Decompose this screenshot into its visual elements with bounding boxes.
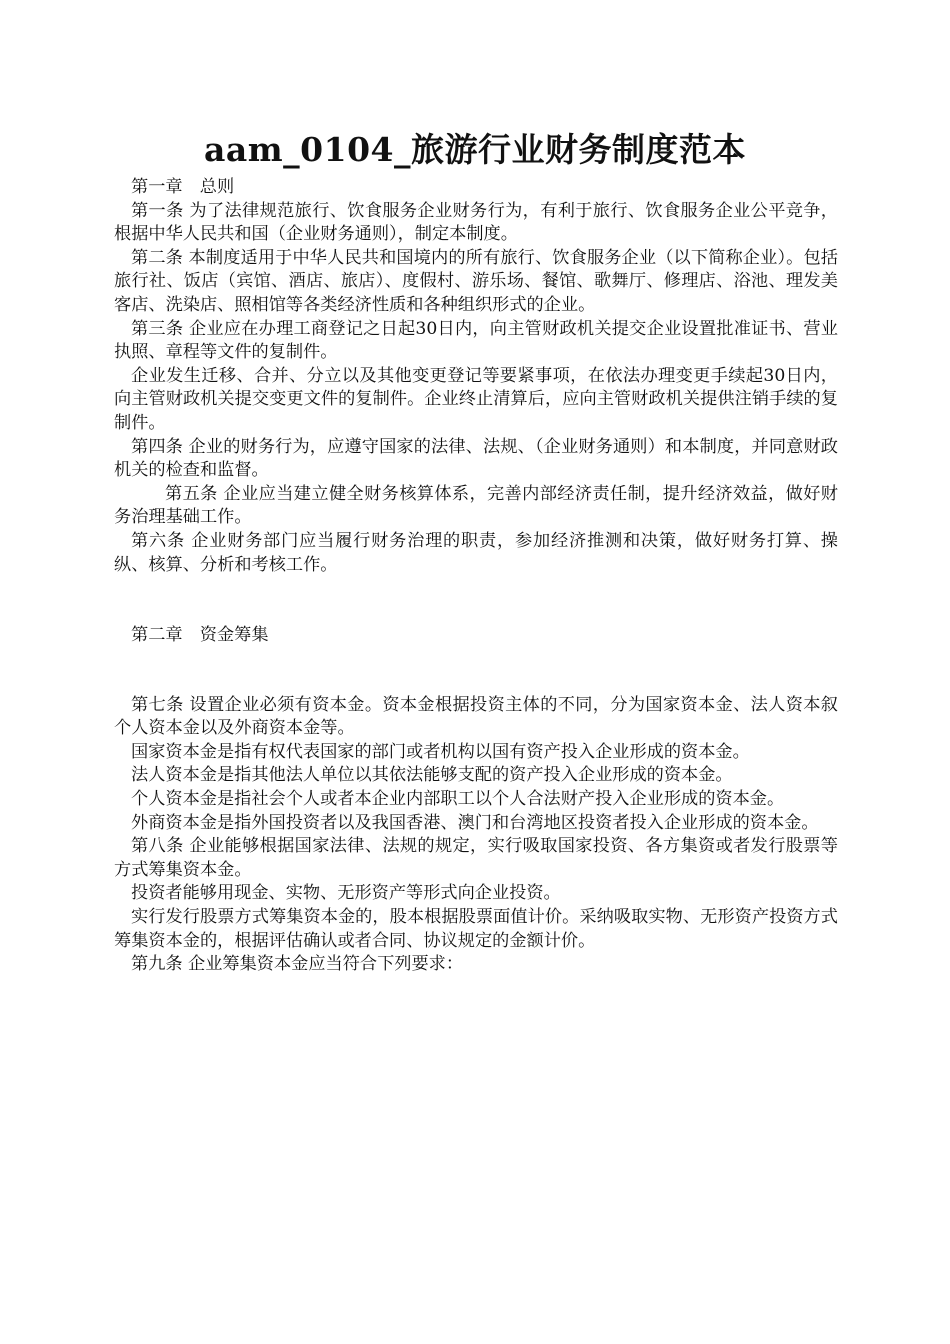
paragraph: 第二条 本制度适用于中华人民共和国境内的所有旅行、饮食服务企业（以下简称企业）。包括旅行社、饭店（宾馆、酒店、旅店）、度假村、游乐场、餐馆、歌舞厅、修理店、浴池、理发美客店、洗染店、照相馆等各类经济性质和各种组织形式的企业。 [114, 247, 838, 315]
paragraph: 外商资本金是指外国投资者以及我国香港、澳门和台湾地区投资者投入企业形成的资本金。 [131, 812, 819, 833]
paragraph: 法人资本金是指其他法人单位以其依法能够支配的资产投入企业形成的资本金。 [131, 765, 733, 786]
paragraph: 第三条 企业应在办理工商登记之日起30日内，向主管财政机关提交企业设置批准证书、营业执照、章程等文件的复制件。 [114, 318, 838, 363]
chapter-heading: 第一章 总则 [131, 177, 235, 197]
document-body [114, 176, 838, 977]
paragraph: 第七条 设置企业必须有资本金。资本金根据投资主体的不同，分为国家资本金、法人资本叙个人资本金以及外商资本金等。 [114, 694, 838, 739]
paragraph: 第五条 企业应当建立健全财务核算体系，完善内部经济责任制，提升经济效益，做好财务治理基础工作。 [114, 483, 838, 528]
paragraph: 第八条 企业能够根据国家法律、法规的规定，实行吸取国家投资、各方集资或者发行股票等方式筹集资本金。 [114, 836, 838, 880]
paragraph: 个人资本金是指社会个人或者本企业内部职工以个人合法财产投入企业形成的资本金。 [131, 789, 785, 810]
paragraph: 第九条 企业筹集资本金应当符合下列要求： [131, 954, 464, 975]
paragraph: 第一条 为了法律规范旅行、饮食服务企业财务行为，有利于旅行、饮食服务企业公平竞争，根据中华人民共和国（企业财务通则），制定本制度。 [114, 200, 838, 245]
paragraph: 企业发生迁移、合并、分立以及其他变更登记等要紧事项，在依法办理变更手续起30日内，向主管财政机关提交变更文件的复制件。企业终止清算后，应向主管财政机关提供注销手续的复制件。 [114, 365, 838, 433]
paragraph: 实行发行股票方式筹集资本金的，股本根据股票面值计价。采纳吸取实物、无形资产投资方式筹集资本金的，根据评估确认或者合同、协议规定的金额计价。 [114, 907, 838, 951]
chapter-heading: 第二章 资金筹集 [131, 625, 269, 646]
paragraph: 第四条 企业的财务行为，应遵守国家的法律、法规、（企业财务通则）和本制度，并同意财政机关的检查和监督。 [114, 436, 838, 481]
paragraph: 投资者能够用现金、实物、无形资产等形式向企业投资。 [131, 883, 561, 904]
document-title: aam_0104_旅游行业财务制度范本 [203, 130, 747, 169]
paragraph: 国家资本金是指有权代表国家的部门或者机构以国有资产投入企业形成的资本金。 [131, 741, 750, 762]
paragraph: 第六条 企业财务部门应当履行财务治理的职责，参加经济推测和决策，做好财务打算、操纵、核算、分析和考核工作。 [114, 530, 838, 575]
